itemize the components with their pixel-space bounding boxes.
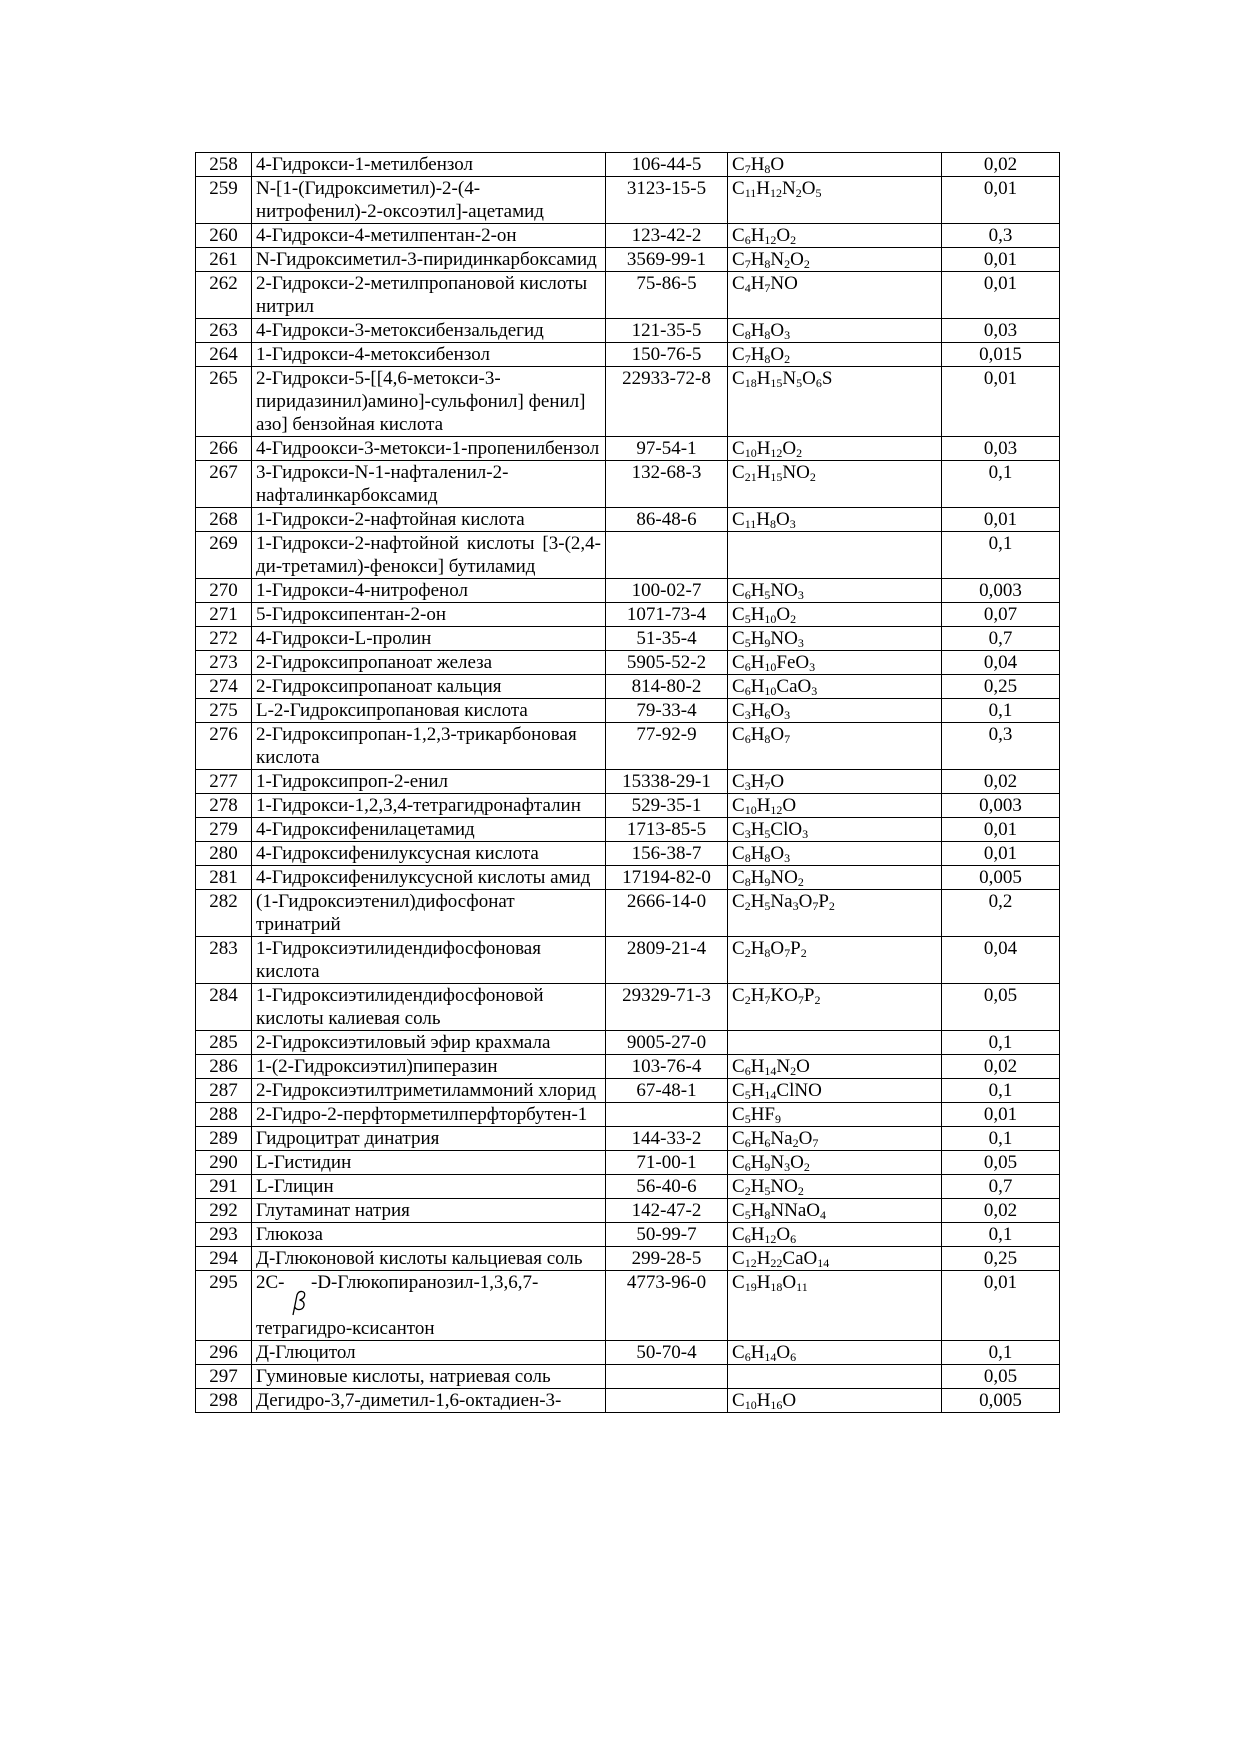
- cas-number: 97-54-1: [606, 437, 728, 461]
- table-row: [196, 1079, 1060, 1103]
- row-number: 270: [196, 579, 252, 603]
- beta-symbol-icon: [288, 1290, 308, 1316]
- cas-number: 51-35-4: [606, 627, 728, 651]
- limit-value: 0,05: [942, 984, 1060, 1031]
- chemical-formula: $C_2H_7KO_7P_2$: [728, 984, 942, 1031]
- row-number: 284: [196, 984, 252, 1031]
- table-row: [196, 1151, 1060, 1175]
- substance-name: 1-Гидрокси-4-нитрофенол: [252, 579, 606, 603]
- table-row: [196, 842, 1060, 866]
- table-row: [196, 1365, 1060, 1389]
- limit-value: 0,25: [942, 1247, 1060, 1271]
- row-number: 282: [196, 890, 252, 937]
- limit-value: 0,25: [942, 675, 1060, 699]
- cas-number: 17194-82-0: [606, 866, 728, 890]
- table-row: [196, 675, 1060, 699]
- substance-name: Д-Глюконовой кислоты кальциевая соль: [252, 1247, 606, 1271]
- chemical-formula: $C_3H_6O_3$: [728, 699, 942, 723]
- cas-number: [606, 1365, 728, 1389]
- cas-number: 9005-27-0: [606, 1031, 728, 1055]
- chemical-formula: $C_3H_5ClO_3$: [728, 818, 942, 842]
- chemical-formula: $C_4H_7NO$: [728, 272, 942, 319]
- substance-name: 4-Гидрокси-1-метилбензол: [252, 153, 606, 177]
- table-row: [196, 984, 1060, 1031]
- limit-value: 0,005: [942, 1389, 1060, 1413]
- table-row: [196, 651, 1060, 675]
- substance-name: 2-Гидрокси-5-[[4,6-метокси-3-пиридазинил)амино]-сульфонил] фенил] азо] бензойная кислота: [252, 367, 606, 437]
- cas-number: 50-99-7: [606, 1223, 728, 1247]
- chemical-formula: $C_{12}H_{22}CaO_{14}$: [728, 1247, 942, 1271]
- table-row: [196, 937, 1060, 984]
- limit-value: 0,1: [942, 1127, 1060, 1151]
- table-row: [196, 1389, 1060, 1413]
- chemical-formula: $C_6H_5NO_3$: [728, 579, 942, 603]
- table-row: [196, 866, 1060, 890]
- row-number: 264: [196, 343, 252, 367]
- cas-number: [606, 532, 728, 579]
- substance-name: 2-Гидрокси-2-метилпропановой кислоты нитрил: [252, 272, 606, 319]
- chemical-formula: $C_6H_{14}N_2O$: [728, 1055, 942, 1079]
- limit-value: 0,07: [942, 603, 1060, 627]
- substance-name: 2-Гидроксиэтилтриметиламмоний хлорид: [252, 1079, 606, 1103]
- table-row: [196, 1031, 1060, 1055]
- table-row: [196, 367, 1060, 437]
- row-number: 279: [196, 818, 252, 842]
- row-number: 293: [196, 1223, 252, 1247]
- substance-name-line2: тетрагидро-ксисантон: [256, 1318, 435, 1339]
- cas-number: 103-76-4: [606, 1055, 728, 1079]
- limit-value: 0,1: [942, 1031, 1060, 1055]
- limit-value: 0,1: [942, 699, 1060, 723]
- table-row: [196, 1103, 1060, 1127]
- chemical-formula: $C_8H_9NO_2$: [728, 866, 942, 890]
- cas-number: 79-33-4: [606, 699, 728, 723]
- cas-number: 142-47-2: [606, 1199, 728, 1223]
- substance-name: 1-Гидрокси-1,2,3,4-тетрагидронафталин: [252, 794, 606, 818]
- table-row: [196, 437, 1060, 461]
- chemical-formula: $C_6H_{14}O_6$: [728, 1341, 942, 1365]
- row-number: 275: [196, 699, 252, 723]
- substance-name: 1-Гидрокси-2-нафтойная кислота: [252, 508, 606, 532]
- table-row: [196, 699, 1060, 723]
- table-row: [196, 1271, 1060, 1341]
- substance-name-composite: [256, 1271, 601, 1317]
- chemical-formula: $C_3H_7O$: [728, 770, 942, 794]
- row-number: 260: [196, 224, 252, 248]
- row-number: 266: [196, 437, 252, 461]
- table-row: [196, 794, 1060, 818]
- row-number: 263: [196, 319, 252, 343]
- table-row: [196, 627, 1060, 651]
- row-number: 298: [196, 1389, 252, 1413]
- row-number: 277: [196, 770, 252, 794]
- substance-name: Д-Глюцитол: [252, 1341, 606, 1365]
- substance-name: 2-Гидроксиэтиловый эфир крахмала: [252, 1031, 606, 1055]
- chemical-formula: $C_6H_9N_3O_2$: [728, 1151, 942, 1175]
- substance-name: 1-Гидрокси-4-метоксибензол: [252, 343, 606, 367]
- cas-number: 1713-85-5: [606, 818, 728, 842]
- substance-name: 4-Гидроксифенилуксусная кислота: [252, 842, 606, 866]
- chemical-formula: $C_{10}H_{12}O$: [728, 794, 942, 818]
- table-row: [196, 272, 1060, 319]
- table-row: [196, 1223, 1060, 1247]
- limit-value: 0,1: [942, 532, 1060, 579]
- chemical-formula: $C_6H_{10}FeO_3$: [728, 651, 942, 675]
- cas-number: 144-33-2: [606, 1127, 728, 1151]
- substance-name: Глутаминат натрия: [252, 1199, 606, 1223]
- row-number: 272: [196, 627, 252, 651]
- table-row: [196, 153, 1060, 177]
- limit-value: 0,04: [942, 651, 1060, 675]
- row-number: 292: [196, 1199, 252, 1223]
- cas-number: 2666-14-0: [606, 890, 728, 937]
- cas-number: [606, 1389, 728, 1413]
- chemical-formula: $C_7H_8O$: [728, 153, 942, 177]
- row-number: 265: [196, 367, 252, 437]
- substance-name-suffix: -D-Глюкопиранозил-1,3,6,7-: [311, 1272, 539, 1293]
- chemical-formula: [728, 1031, 942, 1055]
- row-number: 259: [196, 177, 252, 224]
- substances-table: [195, 152, 1060, 1413]
- row-number: 283: [196, 937, 252, 984]
- substance-name: Глюкоза: [252, 1223, 606, 1247]
- cas-number: 123-42-2: [606, 224, 728, 248]
- substance-name: N-[1-(Гидроксиметил)-2-(4-нитрофенил)-2-оксоэтил]-ацетамид: [252, 177, 606, 224]
- substance-name: L-Гистидин: [252, 1151, 606, 1175]
- chemical-formula: $C_{10}H_{12}O_2$: [728, 437, 942, 461]
- chemical-formula: $C_5H_8NNaO_4$: [728, 1199, 942, 1223]
- limit-value: 0,03: [942, 437, 1060, 461]
- table-row: [196, 248, 1060, 272]
- limit-value: 0,1: [942, 461, 1060, 508]
- substance-name: 3-Гидрокси-N-1-нафталенил-2-нафталинкарбоксамид: [252, 461, 606, 508]
- row-number: 290: [196, 1151, 252, 1175]
- chemical-formula: $C_2H_5NO_2$: [728, 1175, 942, 1199]
- limit-value: 0,01: [942, 367, 1060, 437]
- limit-value: 0,02: [942, 1199, 1060, 1223]
- limit-value: 0,01: [942, 248, 1060, 272]
- limit-value: 0,1: [942, 1223, 1060, 1247]
- substance-name: Дегидро-3,7-диметил-1,6-октадиен-3-: [252, 1389, 606, 1413]
- chemical-formula: $C_2H_5Na_3O_7P_2$: [728, 890, 942, 937]
- cas-number: 100-02-7: [606, 579, 728, 603]
- row-number: 267: [196, 461, 252, 508]
- limit-value: 0,7: [942, 1175, 1060, 1199]
- cas-number: 132-68-3: [606, 461, 728, 508]
- chemical-formula: $C_8H_8O_3$: [728, 842, 942, 866]
- substance-name: N-Гидроксиметил-3-пиридинкарбоксамид: [252, 248, 606, 272]
- cas-number: 1071-73-4: [606, 603, 728, 627]
- limit-value: 0,01: [942, 177, 1060, 224]
- cas-number: 121-35-5: [606, 319, 728, 343]
- table-row: [196, 319, 1060, 343]
- row-number: 288: [196, 1103, 252, 1127]
- chemical-formula: $C_5H_{10}O_2$: [728, 603, 942, 627]
- chemical-formula: $C_6H_{12}O_2$: [728, 224, 942, 248]
- cas-number: 106-44-5: [606, 153, 728, 177]
- substance-name: 4-Гидрокси-4-метилпентан-2-он: [252, 224, 606, 248]
- limit-value: 0,01: [942, 508, 1060, 532]
- cas-number: 4773-96-0: [606, 1271, 728, 1341]
- row-number: 278: [196, 794, 252, 818]
- chemical-formula: $C_7H_8O_2$: [728, 343, 942, 367]
- table-row: [196, 532, 1060, 579]
- substance-name-prefix: 2C-: [256, 1272, 285, 1293]
- limit-value: 0,003: [942, 794, 1060, 818]
- row-number: 294: [196, 1247, 252, 1271]
- row-number: 280: [196, 842, 252, 866]
- row-number: 268: [196, 508, 252, 532]
- cas-number: 15338-29-1: [606, 770, 728, 794]
- limit-value: 0,01: [942, 1103, 1060, 1127]
- substance-name: 1-Гидроксиэтилидендифосфоновой кислоты калиевая соль: [252, 984, 606, 1031]
- cas-number: 150-76-5: [606, 343, 728, 367]
- cas-number: 75-86-5: [606, 272, 728, 319]
- substance-name: (1-Гидроксиэтенил)дифосфонат тринатрий: [252, 890, 606, 937]
- chemical-formula: [728, 532, 942, 579]
- cas-number: 3123-15-5: [606, 177, 728, 224]
- row-number: 258: [196, 153, 252, 177]
- chemical-formula: $C_2H_8O_7P_2$: [728, 937, 942, 984]
- cas-number: 71-00-1: [606, 1151, 728, 1175]
- table-row: [196, 508, 1060, 532]
- substance-name: Гидроцитрат динатрия: [252, 1127, 606, 1151]
- limit-value: 0,3: [942, 224, 1060, 248]
- chemical-formula: $C_6H_{12}O_6$: [728, 1223, 942, 1247]
- table-row: [196, 579, 1060, 603]
- chemical-formula: $C_{18}H_{15}N_5O_6S$: [728, 367, 942, 437]
- chemical-formula: $C_6H_{10}CaO_3$: [728, 675, 942, 699]
- row-number: 281: [196, 866, 252, 890]
- limit-value: 0,005: [942, 866, 1060, 890]
- table-row: [196, 1199, 1060, 1223]
- cas-number: [606, 1103, 728, 1127]
- substance-name: L-Глицин: [252, 1175, 606, 1199]
- table-row: [196, 1055, 1060, 1079]
- substance-name: 4-Гидроксифенилацетамид: [252, 818, 606, 842]
- substance-name: 1-(2-Гидроксиэтил)пиперазин: [252, 1055, 606, 1079]
- cas-number: 156-38-7: [606, 842, 728, 866]
- substance-name: 5-Гидроксипентан-2-он: [252, 603, 606, 627]
- cas-number: 3569-99-1: [606, 248, 728, 272]
- row-number: 271: [196, 603, 252, 627]
- cas-number: 77-92-9: [606, 723, 728, 770]
- table-row: [196, 177, 1060, 224]
- cas-number: 5905-52-2: [606, 651, 728, 675]
- row-number: 273: [196, 651, 252, 675]
- cas-number: 529-35-1: [606, 794, 728, 818]
- substance-name: 1-Гидрокси-2-нафтойной кислоты [3-(2,4-ди-третамил)-фенокси] бутиламид: [252, 532, 606, 579]
- limit-value: 0,1: [942, 1341, 1060, 1365]
- cas-number: 56-40-6: [606, 1175, 728, 1199]
- row-number: 285: [196, 1031, 252, 1055]
- substance-name: 4-Гидроксифенилуксусной кислоты амид: [252, 866, 606, 890]
- chemical-formula: $C_5HF_9$: [728, 1103, 942, 1127]
- row-number: 261: [196, 248, 252, 272]
- limit-value: 0,003: [942, 579, 1060, 603]
- row-number: 291: [196, 1175, 252, 1199]
- table-row: [196, 1127, 1060, 1151]
- limit-value: 0,1: [942, 1079, 1060, 1103]
- table-row: [196, 890, 1060, 937]
- table-row: [196, 343, 1060, 367]
- limit-value: 0,03: [942, 319, 1060, 343]
- limit-value: 0,01: [942, 818, 1060, 842]
- limit-value: 0,05: [942, 1151, 1060, 1175]
- cas-number: 86-48-6: [606, 508, 728, 532]
- chemical-formula: $C_{11}H_8O_3$: [728, 508, 942, 532]
- limit-value: 0,015: [942, 343, 1060, 367]
- chemical-formula: $C_{11}H_{12}N_2O_5$: [728, 177, 942, 224]
- substance-name: 4-Гидроокси-3-метокси-1-пропенилбензол: [252, 437, 606, 461]
- cas-number: 50-70-4: [606, 1341, 728, 1365]
- cas-number: 814-80-2: [606, 675, 728, 699]
- table-row: [196, 1175, 1060, 1199]
- table-row: [196, 1247, 1060, 1271]
- table-row: [196, 224, 1060, 248]
- substance-name: Гуминовые кислоты, натриевая соль: [252, 1365, 606, 1389]
- table-row: [196, 770, 1060, 794]
- row-number: 287: [196, 1079, 252, 1103]
- limit-value: 0,02: [942, 1055, 1060, 1079]
- chemical-formula: $C_{10}H_{16}O$: [728, 1389, 942, 1413]
- row-number: 297: [196, 1365, 252, 1389]
- row-number: 269: [196, 532, 252, 579]
- table-row: [196, 818, 1060, 842]
- substance-name: 4-Гидрокси-L-пролин: [252, 627, 606, 651]
- cas-number: 29329-71-3: [606, 984, 728, 1031]
- row-number: 295: [196, 1271, 252, 1341]
- chemical-formula: $C_5H_9NO_3$: [728, 627, 942, 651]
- substance-name: L-2-Гидроксипропановая кислота: [252, 699, 606, 723]
- limit-value: 0,3: [942, 723, 1060, 770]
- substance-name: 2-Гидроксипропаноат кальция: [252, 675, 606, 699]
- chemical-formula: [728, 1365, 942, 1389]
- chemical-formula: $C_7H_8N_2O_2$: [728, 248, 942, 272]
- substance-name: 2-Гидро-2-перфторметилперфторбутен-1: [252, 1103, 606, 1127]
- limit-value: 0,01: [942, 842, 1060, 866]
- cas-number: 299-28-5: [606, 1247, 728, 1271]
- limit-value: 0,2: [942, 890, 1060, 937]
- chemical-formula: $C_{21}H_{15}NO_2$: [728, 461, 942, 508]
- chemical-formula: $C_6H_8O_7$: [728, 723, 942, 770]
- cas-number: 2809-21-4: [606, 937, 728, 984]
- limit-value: 0,02: [942, 770, 1060, 794]
- table-row: [196, 723, 1060, 770]
- cas-number: 67-48-1: [606, 1079, 728, 1103]
- chemical-formula: $C_8H_8O_3$: [728, 319, 942, 343]
- substance-name: [252, 1271, 606, 1341]
- row-number: 289: [196, 1127, 252, 1151]
- row-number: 276: [196, 723, 252, 770]
- substance-name: 4-Гидрокси-3-метоксибензальдегид: [252, 319, 606, 343]
- row-number: 286: [196, 1055, 252, 1079]
- table-row: [196, 461, 1060, 508]
- table-row: [196, 1341, 1060, 1365]
- limit-value: 0,04: [942, 937, 1060, 984]
- chemical-formula: $C_6H_6Na_2O_7$: [728, 1127, 942, 1151]
- limit-value: 0,7: [942, 627, 1060, 651]
- limit-value: 0,01: [942, 272, 1060, 319]
- substance-name: 1-Гидроксиэтилидендифосфоновая кислота: [252, 937, 606, 984]
- substance-name: 2-Гидроксипропан-1,2,3-трикарбоновая кислота: [252, 723, 606, 770]
- table-row: [196, 603, 1060, 627]
- table-body: [196, 153, 1060, 1413]
- limit-value: 0,05: [942, 1365, 1060, 1389]
- chemical-formula: $C_{19}H_{18}O_{11}$: [728, 1271, 942, 1341]
- row-number: 262: [196, 272, 252, 319]
- chemical-formula: $C_5H_{14}ClNO$: [728, 1079, 942, 1103]
- limit-value: 0,01: [942, 1271, 1060, 1341]
- cas-number: 22933-72-8: [606, 367, 728, 437]
- row-number: 274: [196, 675, 252, 699]
- limit-value: 0,02: [942, 153, 1060, 177]
- substance-name: 1-Гидроксипроп-2-енил: [252, 770, 606, 794]
- row-number: 296: [196, 1341, 252, 1365]
- substance-name: 2-Гидроксипропаноат железа: [252, 651, 606, 675]
